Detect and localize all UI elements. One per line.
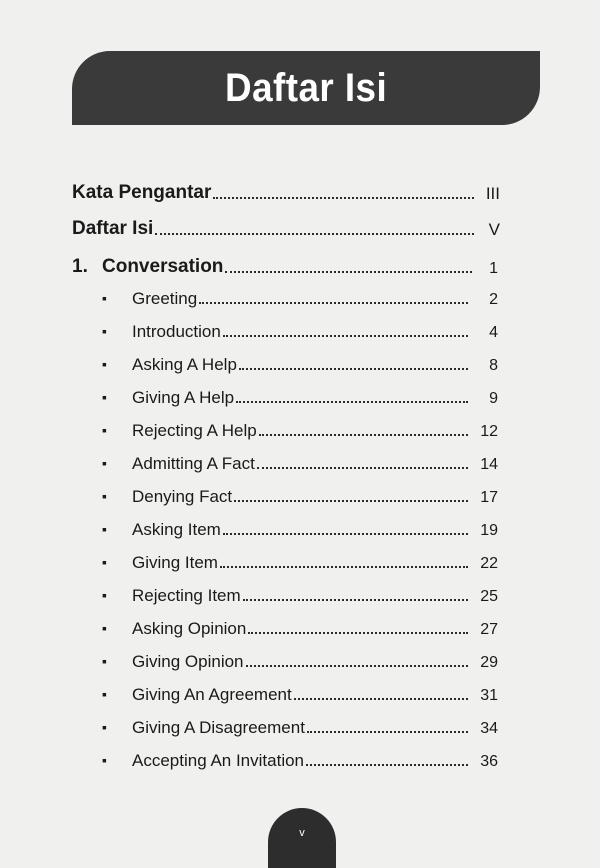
page-title: Daftar Isi	[224, 65, 388, 110]
bullet-icon: ▪	[102, 719, 107, 735]
toc-subitem	[102, 450, 498, 474]
dot-leader	[213, 197, 474, 199]
toc-subitem	[102, 417, 498, 441]
bullet-icon: ▪	[102, 323, 107, 339]
toc-subitem-label: Greeting	[132, 289, 198, 308]
toc-subitem	[102, 648, 498, 672]
toc-subitem-label: Asking A Help	[132, 355, 237, 374]
toc-entry-label: Kata Pengantar	[72, 182, 212, 203]
toc-subitem-label: Asking Item	[132, 520, 221, 539]
toc-subitem	[102, 516, 498, 540]
bullet-icon: ▪	[102, 653, 107, 669]
toc-entry	[72, 216, 500, 240]
toc-subitem-page: 14	[480, 456, 498, 473]
dot-leader	[257, 467, 468, 469]
bullet-icon: ▪	[102, 752, 107, 768]
bullet-icon: ▪	[102, 521, 107, 537]
dot-leader	[225, 271, 472, 273]
toc-subitem-page: 34	[480, 720, 498, 737]
chapter-label: Conversation	[102, 256, 224, 277]
dot-leader	[223, 335, 468, 337]
dot-leader	[306, 764, 468, 766]
toc-subitem-label: Giving A Help	[132, 388, 235, 407]
toc-subitem	[102, 285, 498, 309]
toc-subitem	[102, 483, 498, 507]
toc-subitem	[102, 615, 498, 639]
toc-chapter	[72, 254, 498, 278]
bullet-icon: ▪	[102, 389, 107, 405]
toc-subitem	[102, 747, 498, 771]
toc-subitem-label: Admitting A Fact	[132, 454, 255, 473]
bullet-icon: ▪	[102, 488, 107, 504]
toc-subitem	[102, 681, 498, 705]
toc-entry-page: III	[485, 184, 500, 203]
bullet-icon: ▪	[102, 554, 107, 570]
dot-leader	[246, 665, 468, 667]
toc-subitem-label: Giving Opinion	[132, 652, 244, 671]
toc-entry-page: V	[488, 220, 500, 239]
dot-leader	[307, 731, 468, 733]
bullet-icon: ▪	[102, 290, 107, 306]
dot-leader	[199, 302, 468, 304]
chapter-page: 1	[489, 260, 498, 277]
toc-subitem-page: 36	[480, 753, 498, 770]
toc-subitem	[102, 384, 498, 408]
footer-page-tab	[268, 808, 336, 868]
bullet-icon: ▪	[102, 356, 107, 372]
bullet-icon: ▪	[102, 587, 107, 603]
toc-subitem-label: Accepting An Invitation	[132, 751, 305, 770]
dot-leader	[236, 401, 468, 403]
toc-subitem	[102, 582, 498, 606]
toc-entry-label: Daftar Isi	[72, 218, 154, 239]
bullet-icon: ▪	[102, 686, 107, 702]
toc-subitem-label: Giving An Agreement	[132, 685, 292, 704]
toc-subitem-label: Introduction	[132, 322, 221, 341]
toc-subitem-page: 4	[489, 324, 498, 341]
toc-subitem	[102, 351, 498, 375]
toc-subitem-label: Rejecting Item	[132, 586, 241, 605]
toc-subitem	[102, 714, 498, 738]
toc-subitem	[102, 549, 498, 573]
toc-subitem-page: 27	[480, 621, 498, 638]
toc-subitem-page: 31	[480, 687, 498, 704]
toc-subitem-label: Denying Fact	[132, 487, 233, 506]
toc-subitem-page: 29	[480, 654, 498, 671]
chapter-number: 1.	[72, 256, 88, 277]
dot-leader	[155, 233, 474, 235]
toc-subitem-label: Giving Item	[132, 553, 218, 572]
dot-leader	[248, 632, 468, 634]
toc-subitem-page: 17	[480, 489, 498, 506]
toc-subitem-page: 22	[480, 555, 498, 572]
toc-subitem	[102, 318, 498, 342]
dot-leader	[294, 698, 468, 700]
dot-leader	[234, 500, 468, 502]
toc-subitem-page: 19	[480, 522, 498, 539]
dot-leader	[220, 566, 468, 568]
title-banner	[72, 51, 540, 125]
footer-page-number: v	[299, 827, 305, 839]
toc-subitem-page: 2	[489, 291, 498, 308]
bullet-icon: ▪	[102, 620, 107, 636]
toc-subitem-page: 25	[480, 588, 498, 605]
dot-leader	[243, 599, 468, 601]
dot-leader	[239, 368, 468, 370]
dot-leader	[223, 533, 468, 535]
toc-entry	[72, 180, 500, 204]
toc-subitem-label: Rejecting A Help	[132, 421, 257, 440]
toc-subitem-page: 9	[489, 390, 498, 407]
toc-subitem-label: Giving A Disagreement	[132, 718, 305, 737]
bullet-icon: ▪	[102, 455, 107, 471]
toc-subitem-label: Asking Opinion	[132, 619, 247, 638]
dot-leader	[259, 434, 468, 436]
bullet-icon: ▪	[102, 422, 107, 438]
toc-subitem-page: 8	[489, 357, 498, 374]
toc-subitem-page: 12	[480, 423, 498, 440]
